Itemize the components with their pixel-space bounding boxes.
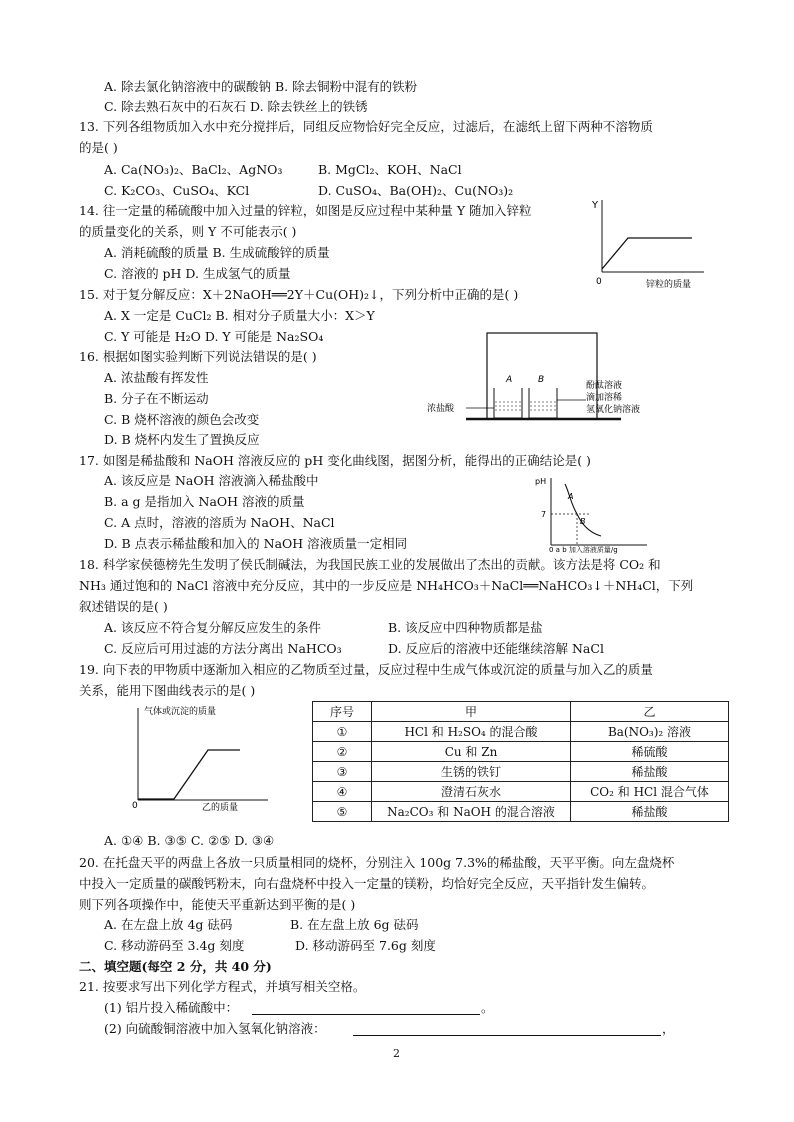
q21-part2-end: ， bbox=[662, 1021, 675, 1036]
q18-stem-cont2: 叙述错误的是( ) bbox=[79, 599, 168, 614]
row-jia: 生锈的铁钉 bbox=[372, 762, 571, 782]
q19-graph bbox=[128, 702, 288, 814]
row-yi: Ba(NO₃)₂ 溶液 bbox=[571, 722, 729, 742]
q14-y-label: Y bbox=[592, 200, 599, 211]
q16-stem: 16. 根据如图实验判断下列说法错误的是( ) bbox=[79, 349, 317, 364]
q16-option-d: D. B 烧杯内发生了置换反应 bbox=[104, 432, 260, 447]
row-index: ④ bbox=[313, 782, 372, 802]
row-yi: CO₂ 和 HCl 混合气体 bbox=[571, 782, 729, 802]
table-row bbox=[313, 742, 729, 762]
q16-apparatus bbox=[426, 330, 666, 430]
header-index: 序号 bbox=[313, 702, 372, 722]
q15-options-ab: A. X 一定是 CuCl₂ B. 相对分子质量大小：X＞Y bbox=[104, 308, 375, 323]
q19-x-label: 乙的质量 bbox=[202, 803, 239, 813]
header-yi: 乙 bbox=[571, 702, 729, 722]
q20-option-b: B. 在左盘上放 6g 砝码 bbox=[290, 917, 419, 932]
q18-stem-cont: NH₃ 通过饱和的 NaCl 溶液中充分反应，其中的一步反应是 NH₄HCO₃＋NaCl══NaHCO₃↓＋NH₄Cl，下列 bbox=[79, 578, 694, 593]
q21-stem: 21. 按要求写出下列化学方程式，并填写相关空格。 bbox=[79, 979, 366, 994]
row-yi: 稀盐酸 bbox=[571, 802, 729, 822]
q16-option-a: A. 浓盐酸有挥发性 bbox=[104, 370, 209, 385]
q17-stem: 17. 如图是稀盐酸和 NaOH 溶液反应的 pH 变化曲线图，据图分析，能得出的正确结论是( ) bbox=[79, 453, 591, 468]
q21-part2-label: (2) 向硫酸铜溶液中加入氢氧化钠溶液： bbox=[104, 1021, 326, 1036]
q21-part1-label: (1) 铝片投入稀硫酸中： bbox=[104, 1000, 239, 1015]
q17-option-a: A. 该反应是 NaOH 溶液滴入稀盐酸中 bbox=[104, 473, 319, 488]
section-heading-fill-in: 二、填空题(每空 2 分，共 40 分) bbox=[79, 959, 272, 974]
label-beaker-a: A bbox=[506, 375, 513, 385]
q17-option-c: C. A 点时，溶液的溶质为 NaOH、NaCl bbox=[104, 515, 335, 530]
table-row bbox=[313, 802, 729, 822]
row-index: ② bbox=[313, 742, 372, 762]
label-beaker-b: B bbox=[538, 375, 545, 385]
table-row bbox=[313, 782, 729, 802]
q20-stem-cont2: 则下列各项操作中，能使天平重新达到平衡的是( ) bbox=[79, 897, 356, 912]
q20-option-c: C. 移动游码至 3.4g 刻度 bbox=[104, 938, 245, 953]
q19-stem-cont: 关系，能用下图曲线表示的是( ) bbox=[79, 683, 256, 698]
q21-part1-end: 。 bbox=[481, 1000, 494, 1015]
q17-y-label: pH bbox=[535, 477, 547, 486]
q13-option-d: D. CuSO₄、Ba(OH)₂、Cu(NO₃)₂ bbox=[318, 183, 514, 198]
q19-options: A. ①④ B. ③⑤ C. ②⑤ D. ③④ bbox=[104, 833, 275, 848]
q18-option-c: C. 反应后可用过滤的方法分离出 NaHCO₃ bbox=[104, 641, 342, 656]
label-right-2: 滴加溶稀 bbox=[586, 393, 623, 403]
q14-options-cd: C. 溶液的 pH D. 生成氢气的质量 bbox=[104, 266, 291, 281]
table-row bbox=[313, 722, 729, 742]
q20-stem-cont: 中投入一定质量的碳酸钙粉末，向右盘烧杯中投入一定量的镁粉，均恰好完全反应，天平指针发生偏转。 bbox=[79, 876, 655, 891]
q18-option-b: B. 该反应中四种物质都是盐 bbox=[388, 620, 543, 635]
q17-ph-graph bbox=[537, 474, 651, 554]
row-index: ③ bbox=[313, 762, 372, 782]
q18-option-a: A. 该反应不符合复分解反应发生的条件 bbox=[104, 620, 321, 635]
q17-x-label: 0 a b 加入溶液质量/g bbox=[549, 546, 618, 554]
row-jia: 澄清石灰水 bbox=[372, 782, 571, 802]
q17-point-a: A bbox=[568, 492, 574, 501]
q12-options-ab: A. 除去氯化钠溶液中的碳酸钠 B. 除去铜粉中混有的铁粉 bbox=[104, 79, 418, 94]
q14-origin: 0 bbox=[596, 277, 602, 287]
q17-point-b: B bbox=[580, 517, 586, 526]
beaker-a bbox=[494, 388, 522, 418]
q20-stem: 20. 在托盘天平的两盘上各放一只质量相同的烧杯，分别注入 100g 7.3%的稀盐酸，天平平衡。向左盘烧杯 bbox=[79, 855, 675, 870]
page-number: 2 bbox=[393, 1047, 400, 1060]
q14-graph bbox=[588, 194, 710, 290]
q19-table bbox=[312, 701, 729, 822]
q18-option-d: D. 反应后的溶液中还能继续溶解 NaCl bbox=[388, 641, 604, 656]
q14-options-ab: A. 消耗硫酸的质量 B. 生成硫酸锌的质量 bbox=[104, 245, 330, 260]
q13-stem-cont: 的是( ) bbox=[79, 140, 118, 155]
q16-option-c: C. B 烧杯溶液的颜色会改变 bbox=[104, 412, 260, 427]
q17-tick-7: 7 bbox=[541, 510, 547, 519]
row-jia: Cu 和 Zn bbox=[372, 742, 571, 762]
row-jia: Na₂CO₃ 和 NaOH 的混合溶液 bbox=[372, 802, 571, 822]
beaker-b bbox=[529, 388, 557, 418]
q15-stem: 15. 对于复分解反应：X＋2NaOH══2Y＋Cu(OH)₂↓，下列分析中正确的是( ) bbox=[79, 287, 519, 302]
table-row bbox=[313, 762, 729, 782]
q16-option-b: B. 分子在不断运动 bbox=[104, 391, 209, 406]
row-yi: 稀硫酸 bbox=[571, 742, 729, 762]
row-index: ⑤ bbox=[313, 802, 372, 822]
q19-y-label: 气体或沉淀的质量 bbox=[144, 707, 217, 717]
table-header-row bbox=[313, 702, 729, 722]
q12-options-cd: C. 除去熟石灰中的石灰石 D. 除去铁丝上的铁锈 bbox=[104, 99, 368, 114]
q21-part1-blank[interactable] bbox=[252, 1002, 480, 1015]
q13-option-a: A. Ca(NO₃)₂、BaCl₂、AgNO₃ bbox=[104, 162, 283, 177]
q15-options-cd: C. Y 可能是 H₂O D. Y 可能是 Na₂SO₄ bbox=[104, 329, 324, 344]
q13-option-b: B. MgCl₂、KOH、NaCl bbox=[318, 162, 462, 177]
q19-stem: 19. 向下表的甲物质中逐渐加入相应的乙物质至过量，反应过程中生成气体或沉淀的质量与加入乙的质量 bbox=[79, 662, 653, 677]
row-index: ① bbox=[313, 722, 372, 742]
q17-option-b: B. a g 是指加入 NaOH 溶液的质量 bbox=[104, 494, 305, 509]
q13-stem: 13. 下列各组物质加入水中充分搅拌后，同组反应物恰好完全反应，过滤后，在滤纸上留下两种不溶物质 bbox=[79, 119, 653, 134]
q18-stem: 18. 科学家侯德榜先生发明了侯氏制碱法，为我国民族工业的发展做出了杰出的贡献。该方法是将 CO₂ 和 bbox=[79, 557, 661, 572]
q21-part2-blank[interactable] bbox=[353, 1023, 661, 1036]
q20-option-d: D. 移动游码至 7.6g 刻度 bbox=[295, 938, 436, 953]
label-left: 浓盐酸 bbox=[427, 404, 455, 414]
q14-x-label: 锌粒的质量 bbox=[646, 280, 692, 290]
q17-option-d: D. B 点表示稀盐酸和加入的 NaOH 溶液质量一定相同 bbox=[104, 536, 408, 551]
q20-option-a: A. 在左盘上放 4g 砝码 bbox=[104, 917, 233, 932]
label-right-3: 氢氧化钠溶液 bbox=[586, 405, 641, 415]
row-yi: 稀盐酸 bbox=[571, 762, 729, 782]
q13-option-c: C. K₂CO₃、CuSO₄、KCl bbox=[104, 183, 250, 198]
label-right-1: 酚酞溶液 bbox=[586, 381, 623, 391]
q14-stem: 14. 往一定量的稀硫酸中加入过量的锌粒，如图是反应过程中某种量 Y 随加入锌粒 bbox=[79, 203, 532, 218]
header-jia: 甲 bbox=[372, 702, 571, 722]
q14-stem-cont: 的质量变化的关系，则 Y 不可能表示( ) bbox=[79, 224, 297, 239]
q19-origin: 0 bbox=[132, 801, 138, 811]
row-jia: HCl 和 H₂SO₄ 的混合酸 bbox=[372, 722, 571, 742]
